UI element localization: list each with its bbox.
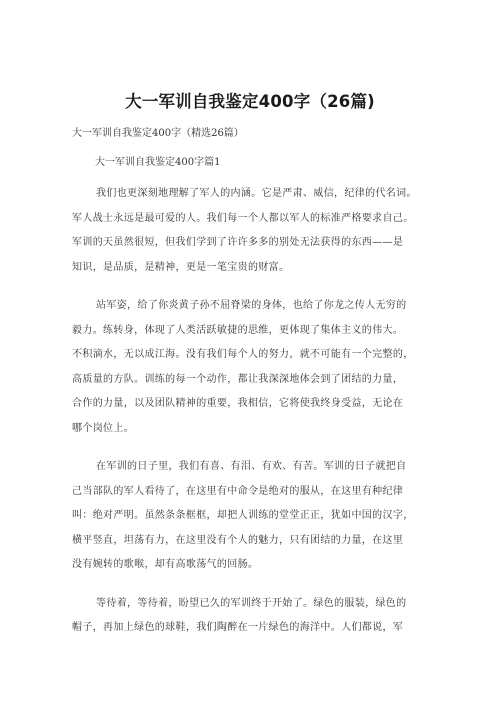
paragraph [72, 592, 434, 641]
paragraph-line: 不积滴水，无以成江海。没有我们每个人的努力，就不可能有一个完整的， [72, 349, 414, 360]
paragraph-line: 叫：绝对严明。虽然条条框框，却把人训练的堂堂正正，犹如中国的汉字， [72, 510, 414, 521]
paragraph-line: 毅力。练转身，体现了人类活跃敏捷的思维，更体现了集体主义的伟大。 [72, 324, 404, 336]
paragraph-line: 军训的天虽然很短，但我们学到了许许多多的别处无法获得的东西——是 [72, 237, 404, 248]
paragraph-line: 等待着，等待着，盼望已久的军训终于开始了。绿色的服装，绿色的 [96, 597, 407, 609]
section-heading: 大一军训自我鉴定400字篇1 [95, 157, 221, 168]
paragraph [72, 455, 434, 578]
paragraph-line: 己当部队的军人看待了，在这里有中命令是绝对的服从，在这里有种纪律 [72, 485, 404, 497]
paragraph [72, 294, 434, 441]
paragraph-line: 知识，是品质，是精神，更是一笔宝贵的财富。 [72, 261, 290, 273]
paragraph-line: 我们也更深刻地理解了军人的内涵。它是严肃、威信，纪律的代名词。 [96, 188, 417, 199]
paragraph [72, 182, 434, 280]
paragraph-line: 军人战士永远是最可爱的人。我们每一个人都以军人的标准严格要求自己。 [72, 212, 414, 224]
paragraph-line: 高质量的方队。训练的每一个动作，都让我深深地体会到了团结的力量， [72, 373, 404, 385]
paragraph-line: 没有婉转的歌喉，却有高歌荡气的回肠。 [72, 559, 259, 570]
paragraph-line: 在军训的日子里，我们有喜、有泪、有欢、有苦。军训的日子就把自 [96, 461, 407, 472]
paragraph-line: 帽子，再加上绿色的球鞋，我们陶醉在一片绿色的海洋中。人们都说，军 [72, 622, 404, 633]
document-title: 大一军训自我鉴定400字（26篇) [125, 92, 375, 111]
paragraph-line: 站军姿，给了你炎黄子孙不屈脊梁的身体，也给了你龙之传人无穷的 [96, 300, 407, 311]
paragraph-line: 横平竖直，坦荡有力，在这里没有个人的魅力，只有团结的力量，在这里 [72, 534, 404, 546]
paragraph-line: 哪个岗位上。 [72, 422, 135, 434]
document-body [72, 182, 434, 655]
document-subtitle: 大一军训自我鉴定400字（精选26篇） [72, 128, 244, 139]
paragraph-line: 合作的力量，以及团队精神的重要，我相信，它将使我终身受益，无论在 [72, 398, 404, 409]
